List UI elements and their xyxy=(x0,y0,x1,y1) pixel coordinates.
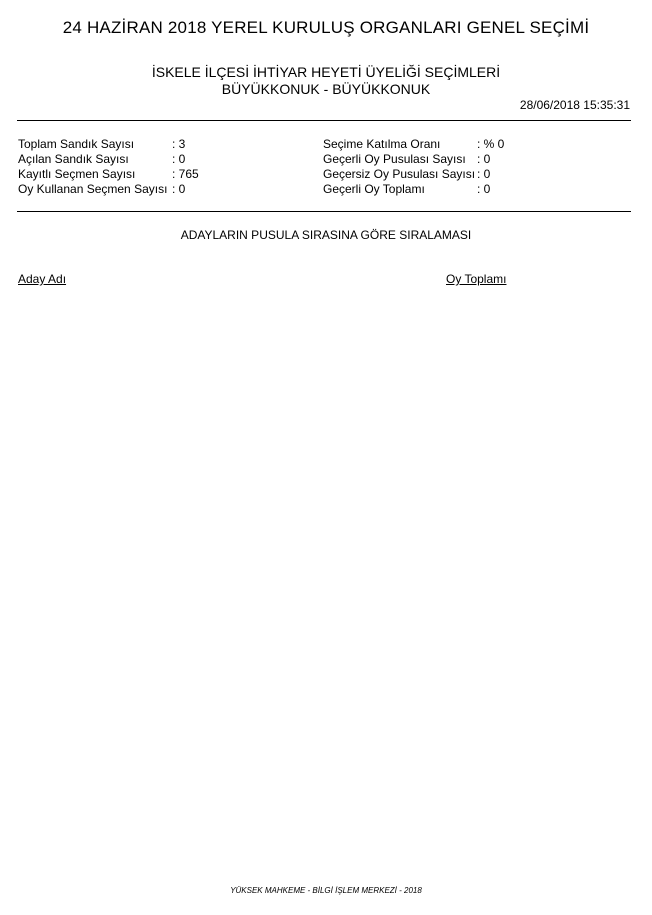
stat-value: : 0 xyxy=(477,167,491,181)
stat-label: Geçersiz Oy Pusulası Sayısı xyxy=(323,167,476,181)
stat-value: : 0 xyxy=(477,182,491,196)
stat-row-valid-vote-total xyxy=(323,182,623,197)
stat-row-registered-voters xyxy=(18,167,308,182)
divider-top xyxy=(17,120,631,121)
stat-value: : % 0 xyxy=(477,137,505,151)
stat-row-total-boxes xyxy=(18,137,308,152)
election-subtitle: İSKELE İLÇESİ İHTİYAR HEYETİ ÜYELİĞİ SEÇİMLERİ xyxy=(151,64,501,80)
stat-label: Oy Kullanan Seçmen Sayısı xyxy=(18,182,168,196)
column-header-candidate-name: Aday Adı xyxy=(18,272,67,286)
stat-row-valid-ballots xyxy=(323,152,623,167)
stat-label: Geçerli Oy Pusulası Sayısı xyxy=(323,152,466,166)
column-header-vote-total: Oy Toplamı xyxy=(446,272,507,286)
stat-value: : 3 xyxy=(172,137,186,151)
stat-row-opened-boxes xyxy=(18,152,308,167)
stat-value: : 0 xyxy=(172,182,186,196)
page-footer: YÜKSEK MAHKEME - BİLGİ İŞLEM MERKEZİ - 2018 xyxy=(230,886,422,895)
stat-value: : 0 xyxy=(172,152,186,166)
divider-bottom xyxy=(17,211,631,212)
stat-label: Toplam Sandık Sayısı xyxy=(18,137,135,151)
report-timestamp: 28/06/2018 15:35:31 xyxy=(519,98,630,112)
stat-label: Seçime Katılma Oranı xyxy=(323,137,441,151)
stat-row-voters-voted xyxy=(18,182,308,197)
location-subtitle: BÜYÜKKONUK - BÜYÜKKONUK xyxy=(221,81,431,97)
section-heading: ADAYLARIN PUSULA SIRASINA GÖRE SIRALAMASI xyxy=(180,228,472,242)
stat-label: Açılan Sandık Sayısı xyxy=(18,152,129,166)
stat-label: Kayıtlı Seçmen Sayısı xyxy=(18,167,136,181)
page-title: 24 HAZİRAN 2018 YEREL KURULUŞ ORGANLARI GENEL SEÇİMİ xyxy=(62,18,590,37)
stat-row-turnout-rate xyxy=(323,137,623,152)
stat-value: : 765 xyxy=(172,167,199,181)
stat-value: : 0 xyxy=(477,152,491,166)
stat-row-invalid-ballots xyxy=(323,167,623,182)
stat-label: Geçerli Oy Toplamı xyxy=(323,182,425,196)
